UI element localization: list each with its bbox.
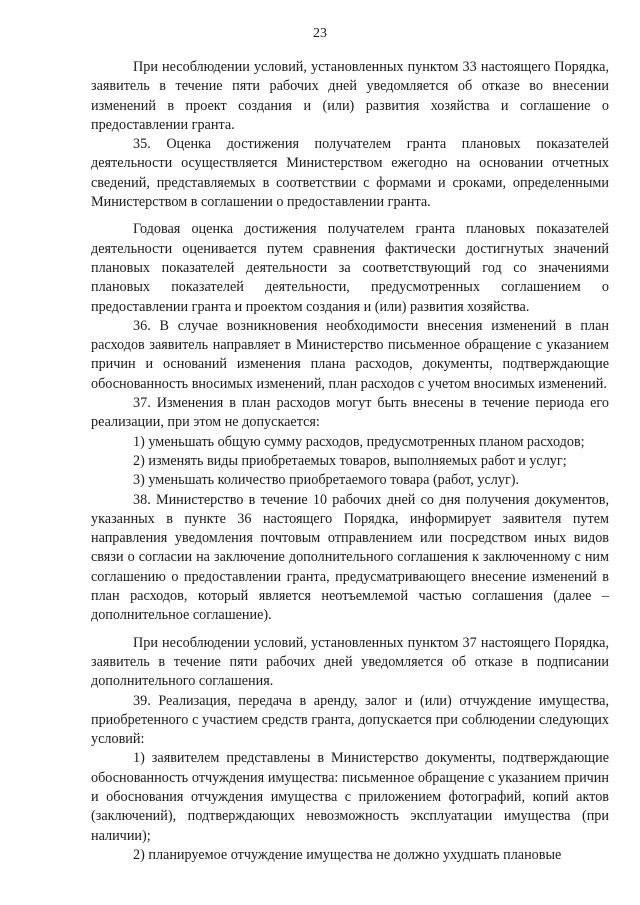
list-item: 1) уменьшать общую сумму расходов, предусмотренных планом расходов; [133, 433, 585, 450]
paragraph: 38. Министерство в течение 10 рабочих дней со дня получения документов, указанных в пункте 36 настоящего Порядка, информирует заявителя путем направления уведомления почтовым отправлением или посредством иных видов связи о согласии на заключение дополнительного соглашения к заключенному с ним соглашению о предоставлении гранта, предусматривающего внесение изменений в план расходов, который является неотъемлемой частью соглашения (далее – дополнительное соглашение). [91, 491, 609, 624]
paragraph: 35. Оценка достижения получателем гранта плановых показателей деятельности осуществляется Министерством ежегодно на основании отчетных сведений, представляемых в соответствии с формами и сроками, определенными Министерством в соглашении о предоставлении гранта. [91, 136, 609, 211]
paragraph: Годовая оценка достижения получателем гранта плановых показателей деятельности оценивается путем сравнения фактически достигнутых значений плановых показателей деятельности за соответствующий год со значениями плановых показателей деятельности, предусмотренных соглашением о предоставлении гранта и проектом создания и (или) развития хозяйства. [91, 221, 609, 315]
paragraph: При несоблюдении условий, установленных пунктом 37 настоящего Порядка, заявитель в течение пяти рабочих дней уведомляется об отказе в подписании дополнительного соглашения. [91, 634, 609, 690]
paragraph: При несоблюдении условий, установленных пунктом 33 настоящего Порядка, заявитель в течение пяти рабочих дней уведомляется об отказе во внесении изменений в проект создания и (или) развития хозяйства и соглашение о предоставлении гранта. [91, 59, 609, 133]
document-body [91, 58, 609, 865]
paragraph: 39. Реализация, передача в аренду, залог и (или) отчуждение имущества, приобретенного с участием средств гранта, допускается при соблюдении следующих условий: [91, 692, 609, 748]
list-item: 2) планируемое отчуждение имущества не должно ухудшать плановые [133, 846, 562, 863]
page-number: 23 [313, 26, 327, 41]
list-item: 1) заявителем представлены в Министерство документы, подтверждающие обоснованность отчуждения имущества: письменное обращение с указанием причин и обоснования отчуждения имущества с приложением фотографий, копий актов (заключений), подтверждающих невозможность эксплуатации имущества (при наличии); [91, 750, 609, 844]
list-item: 2) изменять виды приобретаемых товаров, выполняемых работ и услуг; [133, 452, 567, 469]
paragraph: 36. В случае возникновения необходимости внесения изменений в план расходов заявитель направляет в Министерство письменное обращение с указанием причин и оснований изменения плана расходов, документы, подтверждающие обоснованность вносимых изменений, план расходов с учетом вносимых изменений. [91, 317, 609, 392]
list-item: 3) уменьшать количество приобретаемого товара (работ, услуг). [133, 472, 520, 489]
paragraph: 37. Изменения в план расходов могут быть внесены в течение периода его реализации, при этом не допускается: [91, 395, 609, 431]
